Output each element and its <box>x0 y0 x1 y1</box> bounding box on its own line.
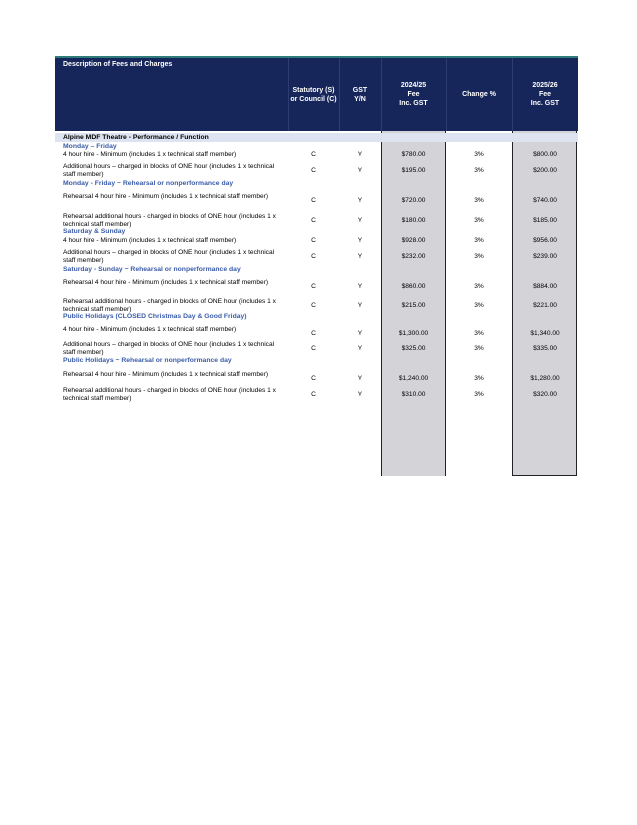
row-statutory: C <box>311 345 316 352</box>
row-change: 3% <box>474 375 484 382</box>
row-description: Rehearsal 4 hour hire - Minimum (includes 1 x technical staff member) <box>63 371 269 378</box>
group-title: Saturday & Sunday <box>63 228 126 235</box>
row-fee-2025-26: $200.00 <box>533 167 557 174</box>
row-fee-2024-25: $195.00 <box>401 167 426 174</box>
row-fee-2024-25: $1,300.00 <box>398 330 429 337</box>
header-fee-2024-25: 2024/25 Fee Inc. GST <box>399 82 428 107</box>
row-fee-2024-25: $325.00 <box>401 345 426 352</box>
row-statutory: C <box>311 391 316 398</box>
row-gst: Y <box>357 391 363 398</box>
row-fee-2025-26: $239.00 <box>533 253 557 260</box>
row-change: 3% <box>474 197 484 204</box>
row-fee-2025-26: $185.00 <box>533 217 557 224</box>
group-title: Monday – Friday <box>63 143 117 150</box>
row-description: Rehearsal additional hours - charged in blocks of ONE hour (includes 1 x technical staff member) <box>63 298 276 313</box>
row-fee-2025-26: $800.00 <box>533 151 557 158</box>
row-statutory: C <box>311 167 316 174</box>
row-fee-2025-26: $320.00 <box>533 391 557 398</box>
row-change: 3% <box>474 253 484 260</box>
row-change: 3% <box>474 345 484 352</box>
row-gst: Y <box>357 253 363 260</box>
section-header <box>55 133 578 142</box>
row-fee-2024-25: $215.00 <box>401 302 426 309</box>
row-fee-2025-26: $221.00 <box>533 302 557 309</box>
row-fee-2025-26: $956.00 <box>533 237 557 244</box>
row-statutory: C <box>311 151 316 158</box>
row-gst: Y <box>357 217 363 224</box>
row-description: 4 hour hire - Minimum (includes 1 x technical staff member) <box>63 237 237 244</box>
group-title: Monday - Friday ~ Rehearsal or nonperformance day <box>63 180 234 187</box>
row-fee-2024-25: $310.00 <box>401 391 426 398</box>
row-statutory: C <box>311 375 316 382</box>
row-gst: Y <box>357 151 363 158</box>
row-change: 3% <box>474 167 484 174</box>
row-change: 3% <box>474 302 484 309</box>
row-gst: Y <box>357 302 363 309</box>
row-description: Additional hours – charged in blocks of ONE hour (includes 1 x technical staff member) <box>63 341 275 356</box>
row-fee-2024-25: $780.00 <box>401 151 426 158</box>
row-statutory: C <box>311 253 316 260</box>
row-change: 3% <box>474 391 484 398</box>
group-title: Public Holidays (CLOSED Christmas Day & Good Friday) <box>63 313 247 320</box>
row-description: Additional hours – charged in blocks of ONE hour (includes 1 x technical staff member) <box>63 163 275 178</box>
header-title: Description of Fees and Charges <box>63 61 173 68</box>
row-gst: Y <box>357 167 363 174</box>
row-statutory: C <box>311 217 316 224</box>
row-change: 3% <box>474 217 484 224</box>
fees-table <box>55 56 578 476</box>
group-title: Public Holidays ~ Rehearsal or nonperformance day <box>63 357 232 364</box>
row-fee-2024-25: $1,240.00 <box>398 375 429 382</box>
row-fee-2024-25: $928.00 <box>401 237 426 244</box>
row-gst: Y <box>357 345 363 352</box>
row-fee-2024-25: $232.00 <box>401 253 426 260</box>
row-description: Rehearsal 4 hour hire - Minimum (includes 1 x technical staff member) <box>63 193 269 200</box>
header-gst: GST Y/N <box>352 86 368 103</box>
row-statutory: C <box>311 197 316 204</box>
row-description: Rehearsal 4 hour hire - Minimum (includes 1 x technical staff member) <box>63 279 269 286</box>
row-description: Rehearsal additional hours - charged in blocks of ONE hour (includes 1 x technical staff member) <box>63 213 276 228</box>
row-gst: Y <box>357 330 363 337</box>
row-change: 3% <box>474 237 484 244</box>
row-gst: Y <box>357 375 363 382</box>
row-gst: Y <box>357 197 363 204</box>
header-statutory: Statutory (S) or Council (C) <box>290 86 337 103</box>
row-fee-2025-26: $1,280.00 <box>530 375 560 382</box>
row-description: 4 hour hire - Minimum (includes 1 x technical staff member) <box>63 326 237 333</box>
row-statutory: C <box>311 330 316 337</box>
row-fee-2025-26: $335.00 <box>533 345 557 352</box>
section-title: Alpine MDF Theatre - Performance / Function <box>63 134 209 141</box>
group-title: Saturday - Sunday ~ Rehearsal or nonperformance day <box>63 266 241 273</box>
row-fee-2024-25: $860.00 <box>401 283 426 290</box>
row-description: Rehearsal additional hours - charged in blocks of ONE hour (includes 1 x technical staff member) <box>63 387 276 402</box>
row-description: Additional hours – charged in blocks of ONE hour (includes 1 x technical staff member) <box>63 249 275 264</box>
row-change: 3% <box>474 151 484 158</box>
table-header <box>55 58 578 131</box>
header-change: Change % <box>462 91 496 98</box>
row-change: 3% <box>474 283 484 290</box>
row-fee-2024-25: $180.00 <box>401 217 426 224</box>
row-fee-2024-25: $720.00 <box>401 197 426 204</box>
row-gst: Y <box>357 283 363 290</box>
row-fee-2025-26: $1,340.00 <box>530 330 560 337</box>
row-statutory: C <box>311 302 316 309</box>
row-statutory: C <box>311 283 316 290</box>
header-fee-2025-26: 2025/26 Fee Inc. GST <box>530 82 560 107</box>
row-change: 3% <box>474 330 484 337</box>
row-fee-2025-26: $740.00 <box>533 197 557 204</box>
row-description: 4 hour hire - Minimum (includes 1 x technical staff member) <box>63 151 237 158</box>
row-gst: Y <box>357 237 363 244</box>
row-fee-2025-26: $884.00 <box>533 283 557 290</box>
row-statutory: C <box>311 237 316 244</box>
table-body <box>55 131 578 476</box>
